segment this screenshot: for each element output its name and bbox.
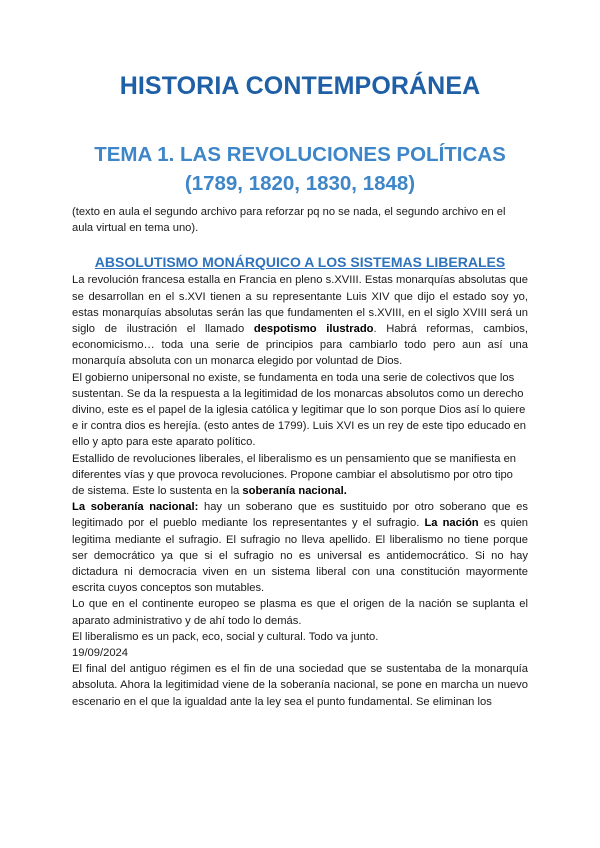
page-title: HISTORIA CONTEMPORÁNEA <box>119 72 481 100</box>
paragraph-7: El final del antiguo régimen es el fin de una sociedad que se sustentaba de la monarquía absoluta. Ahora la legitimidad viene de la soberanía nacional, se pone en marcha un nuevo escenario en el que la igualdad ante la ley sea el punto fundamental. Se eliminan los <box>72 663 528 708</box>
paragraph-2: El gobierno unipersonal no existe, se fundamenta en toda una serie de colectivos que los sustentan. Se da la respuesta a la legitimidad de los monarcas absolutos como un derecho divino, este es el papel de la iglesia católica y legitimar que lo son porque Dios así lo quiere e ir contra dios es herejía. (esto antes de 1799). Luis XVI es un rey de este tipo educado en ello y apto para este aparato político. <box>72 371 526 449</box>
topic-title-line2: (1789, 1820, 1830, 1848) <box>184 172 416 195</box>
note-paragraph: (texto en aula el segundo archivo para reforzar pq no se nada, el segundo archivo en el aula virtual en tema uno). <box>72 206 506 235</box>
paragraph-4-text-a: hay un soberano que es sustituido por otro soberano que es legitimado por el pueblo mediante los representantes y el sufragio. <box>72 501 528 530</box>
paragraph-3-bold: soberanía nacional. <box>242 485 347 498</box>
topic-title <box>72 140 528 198</box>
paragraph-1 <box>72 272 528 369</box>
paragraph-1-text-a: La revolución francesa estalla en Francia en pleno s.XVIII. Estas monarquías absolutas que se desarrollan en el s.XVI tienen a su representante Luis XIV que dijo el estado soy yo, estas monarquías absolutas serán las que fundamenten el s.XVIII, en el siglo XVIII será un siglo de ilustración el llamado <box>72 274 528 336</box>
section-heading: ABSOLUTISMO MONÁRQUICO A LOS SISTEMAS LIBERALES <box>94 254 506 271</box>
topic-title-line1: TEMA 1. LAS REVOLUCIONES POLÍTICAS <box>94 143 506 166</box>
date-line: 19/09/2024 <box>72 647 128 660</box>
paragraph-4 <box>72 499 528 596</box>
paragraph-5: Lo que en el continente europeo se plasma es que el origen de la nación se suplanta el aparato administrativo y de ahí todo lo demás. <box>72 598 528 627</box>
paragraph-4-bold-a: La soberanía nacional: <box>72 501 199 514</box>
paragraph-3 <box>72 451 528 500</box>
paragraph-1-text-b: . Habrá reformas, cambios, economicismo… toda una serie de principios para cambiarlo todo pero aun así una monarquía absoluta con un monarca elegido por voluntad de Dios. <box>72 323 528 368</box>
paragraph-4-text-b: es quien legitima mediante el sufragio. El sufragio no lleva apellido. El liberalismo no tiene porque ser democrático ya que si el sufragio no es universal es antidemocrático. Si no hay dictadura ni democracia viven en un sistema liberal con una constitución mayormente escrita cuyos conceptos son mutables. <box>72 517 529 595</box>
paragraph-6: El liberalismo es un pack, eco, social y cultural. Todo va junto. <box>72 630 379 643</box>
paragraph-1-bold: despotismo ilustrado <box>253 323 374 336</box>
paragraph-4-bold-b: La nación <box>424 517 479 530</box>
paragraph-3-text-a: Estallido de revoluciones liberales, el liberalismo es un pensamiento que se manifiesta en diferentes vías y que provoca revoluciones. Propone cambiar el absolutismo por otro tipo de sistema. Este lo sustenta en la <box>72 452 517 498</box>
